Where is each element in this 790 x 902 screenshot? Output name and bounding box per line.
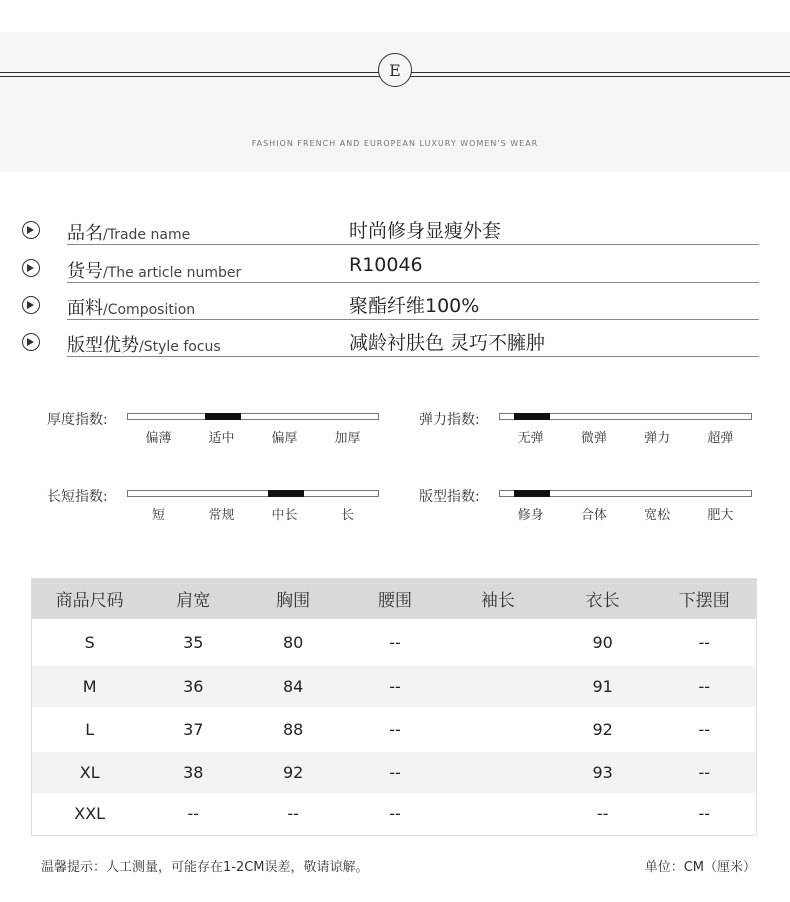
index-label: 长短指数: — [47, 489, 108, 505]
table-cell — [443, 666, 553, 707]
table-cell: -- — [347, 666, 443, 707]
table-cell: 92 — [553, 707, 653, 752]
table-header: 肩宽 — [147, 579, 239, 619]
arrow-circle-icon — [22, 221, 40, 239]
index-option: 中长 — [271, 508, 298, 523]
table-header-row — [32, 579, 757, 619]
table-cell: 93 — [553, 752, 653, 793]
table-cell: 35 — [147, 619, 239, 666]
info-row-style-focus — [22, 320, 759, 358]
table-cell: 88 — [239, 707, 347, 752]
table-header: 商品尺码 — [32, 579, 148, 619]
brand-tagline: FASHION FRENCH AND EUROPEAN LUXURY WOMEN'S WEAR — [251, 139, 539, 148]
table-cell: -- — [239, 793, 347, 836]
index-label: 弹力指数: — [419, 412, 480, 428]
table-cell — [443, 619, 553, 666]
divider — [67, 356, 759, 357]
thickness-index — [47, 409, 387, 449]
index-option: 常规 — [208, 508, 235, 523]
table-cell: 80 — [239, 619, 347, 666]
index-track — [127, 413, 379, 420]
info-label-cn: 品名 — [67, 223, 103, 244]
info-label-en: /Style focus — [139, 339, 221, 355]
info-label-cn: 版型优势 — [67, 335, 139, 356]
index-option: 修身 — [517, 508, 544, 523]
table-header: 腰围 — [347, 579, 443, 619]
index-option: 无弹 — [517, 431, 544, 446]
table-header: 袖长 — [443, 579, 553, 619]
table-cell — [443, 793, 553, 836]
table-cell: -- — [347, 707, 443, 752]
table-cell: 36 — [147, 666, 239, 707]
info-value: 聚酯纤维100% — [349, 295, 480, 317]
table-cell: -- — [347, 752, 443, 793]
info-value: 减龄衬肤色 灵巧不臃肿 — [349, 332, 546, 354]
table-cell: -- — [347, 793, 443, 836]
table-cell: XL — [32, 752, 148, 793]
table-cell: -- — [653, 752, 757, 793]
table-cell: S — [32, 619, 148, 666]
info-row-article-number — [22, 246, 759, 284]
brand-emblem: E — [378, 53, 412, 87]
info-label — [67, 219, 190, 245]
table-row — [32, 793, 757, 836]
index-track — [499, 490, 752, 497]
arrow-circle-icon — [22, 296, 40, 314]
index-marker — [514, 413, 550, 420]
info-label-en: /Trade name — [103, 227, 191, 243]
table-cell: XXL — [32, 793, 148, 836]
index-marker — [205, 413, 241, 420]
table-header: 胸围 — [239, 579, 347, 619]
index-option: 偏薄 — [145, 431, 172, 446]
table-cell: -- — [653, 707, 757, 752]
index-marker — [268, 490, 304, 497]
info-label-cn: 面料 — [67, 298, 103, 319]
index-label: 版型指数: — [419, 489, 480, 505]
info-value: 时尚修身显瘦外套 — [349, 220, 502, 242]
table-cell: -- — [147, 793, 239, 836]
info-label — [67, 331, 221, 357]
size-table — [31, 578, 757, 836]
table-cell: -- — [553, 793, 653, 836]
table-cell: -- — [653, 619, 757, 666]
info-value: R10046 — [349, 254, 423, 276]
index-option: 肥大 — [707, 508, 734, 523]
index-option: 短 — [151, 508, 165, 523]
elasticity-index — [419, 409, 759, 449]
table-cell: -- — [653, 666, 757, 707]
arrow-circle-icon — [22, 259, 40, 277]
table-cell: 90 — [553, 619, 653, 666]
index-track — [127, 490, 379, 497]
length-index — [47, 486, 387, 526]
index-marker — [514, 490, 550, 497]
info-label — [67, 294, 195, 320]
info-row-trade-name — [22, 208, 759, 246]
index-option: 适中 — [208, 431, 235, 446]
index-option: 宽松 — [644, 508, 671, 523]
table-cell: 92 — [239, 752, 347, 793]
divider — [67, 244, 759, 245]
info-label — [67, 257, 241, 283]
measurement-note: 温馨提示：人工测量，可能存在1-2CM误差，敬请谅解。 — [41, 860, 369, 875]
table-row — [32, 619, 757, 666]
unit-label: 单位：CM（厘米） — [644, 860, 756, 875]
table-cell: 38 — [147, 752, 239, 793]
index-option: 合体 — [580, 508, 607, 523]
table-cell: -- — [347, 619, 443, 666]
table-header: 衣长 — [553, 579, 653, 619]
info-label-en: /Composition — [103, 302, 196, 318]
table-cell: M — [32, 666, 148, 707]
index-option: 加厚 — [334, 431, 361, 446]
table-cell: 37 — [147, 707, 239, 752]
fit-index — [419, 486, 759, 526]
info-label-cn: 货号 — [67, 261, 103, 282]
table-cell — [443, 707, 553, 752]
table-cell: 91 — [553, 666, 653, 707]
index-option: 弹力 — [644, 431, 671, 446]
table-cell: L — [32, 707, 148, 752]
table-row — [32, 666, 757, 707]
index-option: 微弹 — [580, 431, 607, 446]
table-header: 下摆围 — [653, 579, 757, 619]
arrow-circle-icon — [22, 333, 40, 351]
table-cell: -- — [653, 793, 757, 836]
table-row — [32, 752, 757, 793]
info-label-en: /The article number — [103, 265, 242, 281]
index-option: 超弹 — [707, 431, 734, 446]
index-label: 厚度指数: — [47, 412, 108, 428]
index-option: 长 — [340, 508, 354, 523]
table-row — [32, 707, 757, 752]
table-cell — [443, 752, 553, 793]
header-banner — [0, 32, 790, 172]
index-option: 偏厚 — [271, 431, 298, 446]
info-row-composition — [22, 283, 759, 321]
index-track — [499, 413, 752, 420]
table-cell: 84 — [239, 666, 347, 707]
